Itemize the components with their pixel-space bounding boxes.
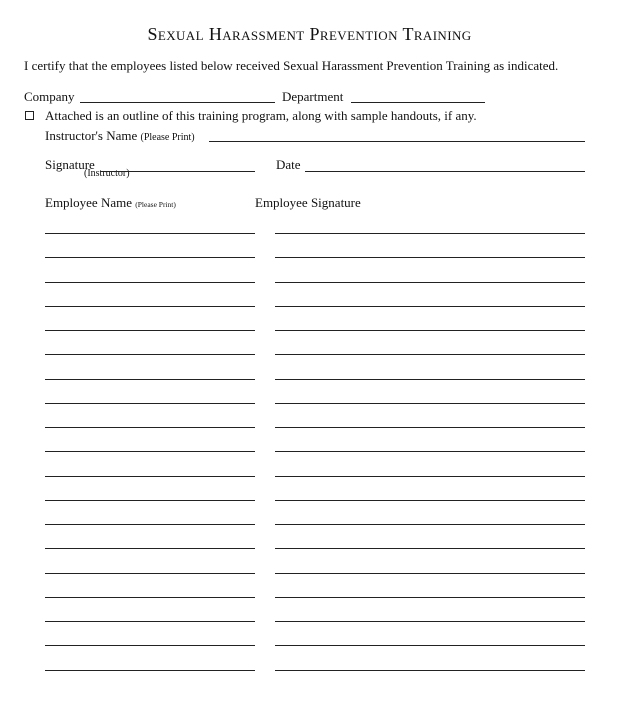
employee-name-header-text: Employee Name [45, 195, 132, 210]
employee-signature-line[interactable] [275, 379, 585, 380]
employee-name-line[interactable] [45, 476, 255, 477]
employee-signature-line[interactable] [275, 354, 585, 355]
employee-name-line[interactable] [45, 427, 255, 428]
employee-signature-line[interactable] [275, 621, 585, 622]
employee-signature-line[interactable] [275, 548, 585, 549]
employee-name-line[interactable] [45, 257, 255, 258]
attached-checkbox[interactable] [25, 111, 34, 120]
employee-name-line[interactable] [45, 403, 255, 404]
employee-signature-line[interactable] [275, 645, 585, 646]
employee-signature-line[interactable] [275, 573, 585, 574]
instructor-name-label [45, 128, 195, 144]
employee-name-line[interactable] [45, 330, 255, 331]
employee-name-line[interactable] [45, 451, 255, 452]
company-field[interactable] [80, 102, 275, 103]
employee-signature-line[interactable] [275, 670, 585, 671]
date-field[interactable] [305, 171, 585, 172]
instructor-name-label-text: Instructor's Name [45, 128, 138, 143]
employee-name-line[interactable] [45, 354, 255, 355]
employee-name-header-note: (Please Print) [135, 200, 176, 209]
instructor-signature-field[interactable] [100, 171, 255, 172]
department-label: Department [282, 89, 344, 104]
employee-name-line[interactable] [45, 573, 255, 574]
employee-name-line[interactable] [45, 621, 255, 622]
employee-signature-line[interactable] [275, 427, 585, 428]
employee-signature-line[interactable] [275, 524, 585, 525]
employee-name-line[interactable] [45, 500, 255, 501]
department-field[interactable] [351, 102, 485, 103]
employee-signature-line[interactable] [275, 403, 585, 404]
instructor-name-note: (Please Print) [140, 132, 195, 143]
employee-signature-line[interactable] [275, 500, 585, 501]
certification-statement: I certify that the employees listed below received Sexual Harassment Prevention Training as indicated. [24, 58, 559, 73]
employee-signature-line[interactable] [275, 306, 585, 307]
employee-signature-line[interactable] [275, 282, 585, 283]
employee-signature-line[interactable] [275, 476, 585, 477]
form-title: Sexual Harassment Prevention Training [147, 24, 472, 44]
employee-name-line[interactable] [45, 282, 255, 283]
employee-signature-line[interactable] [275, 451, 585, 452]
company-label: Company [24, 89, 75, 104]
employee-signature-line[interactable] [275, 233, 585, 234]
employee-name-line[interactable] [45, 379, 255, 380]
employee-signature-header: Employee Signature [255, 195, 361, 210]
employee-signature-line[interactable] [275, 597, 585, 598]
attached-text: Attached is an outline of this training program, along with sample handouts, if any. [45, 108, 477, 123]
employee-name-header [45, 195, 176, 211]
signature-label: Signature [45, 157, 95, 172]
employee-name-line[interactable] [45, 597, 255, 598]
employee-name-line[interactable] [45, 306, 255, 307]
employee-signature-line[interactable] [275, 257, 585, 258]
employee-name-line[interactable] [45, 670, 255, 671]
employee-name-line[interactable] [45, 233, 255, 234]
employee-name-line[interactable] [45, 524, 255, 525]
employee-signature-line[interactable] [275, 330, 585, 331]
date-label: Date [276, 157, 301, 172]
instructor-name-field[interactable] [209, 141, 585, 142]
employee-name-line[interactable] [45, 548, 255, 549]
signature-sub-label: (Instructor) [84, 168, 130, 179]
employee-name-line[interactable] [45, 645, 255, 646]
